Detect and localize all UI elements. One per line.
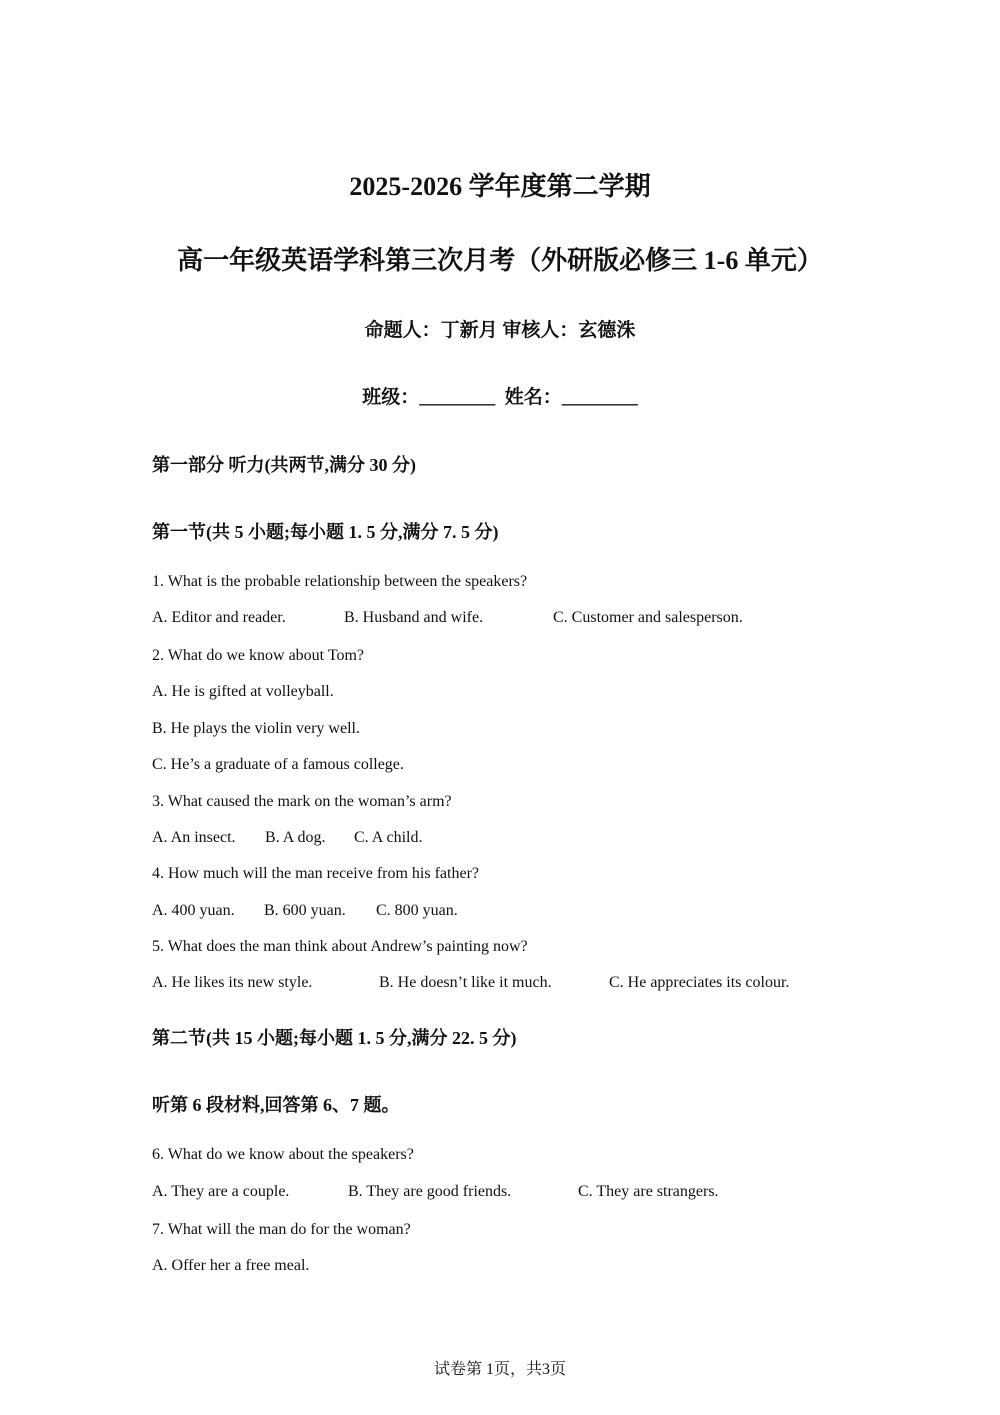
q5-options	[152, 974, 789, 992]
q3-options	[152, 829, 422, 847]
section2-heading: 第二节(共 15 小题;每小题 1. 5 分,满分 22. 5 分)	[152, 1028, 517, 1048]
q7-option-a: A. Offer her a free meal.	[152, 1257, 310, 1274]
q6-option-a: A. They are a couple.	[152, 1183, 290, 1200]
q3-stem: 3. What caused the mark on the woman’s arm?	[152, 793, 452, 810]
part1-heading: 第一部分 听力(共两节,满分 30 分)	[152, 455, 416, 475]
q3-option-c: C. A child.	[354, 829, 423, 846]
q3-option-a: A. An insect.	[152, 829, 236, 846]
q5-option-b: B. He doesn’t like it much.	[379, 974, 552, 991]
q4-option-b: B. 600 yuan.	[264, 902, 346, 919]
exam-title-line2: 高一年级英语学科第三次月考（外研版必修三 1-6 单元）	[177, 246, 823, 275]
q1-option-b: B. Husband and wife.	[344, 609, 484, 626]
q5-option-c: C. He appreciates its colour.	[609, 974, 790, 991]
q6-option-b: B. They are good friends.	[348, 1183, 512, 1200]
q2-option-b: B. He plays the violin very well.	[152, 720, 360, 737]
section2-sub-heading: 听第 6 段材料,回答第 6、7 题。	[152, 1095, 400, 1115]
q4-stem: 4. How much will the man receive from his father?	[152, 865, 479, 882]
q6-options	[152, 1183, 719, 1201]
q1-stem: 1. What is the probable relationship between the speakers?	[152, 573, 528, 590]
class-blank: ________	[419, 387, 496, 408]
authors-line: 命题人：丁新月 审核人：玄德洙	[364, 320, 636, 341]
q7-stem: 7. What will the man do for the woman?	[152, 1221, 411, 1238]
q2-option-c: C. He’s a graduate of a famous college.	[152, 756, 404, 773]
class-name-line	[0, 382, 1000, 409]
q4-option-c: C. 800 yuan.	[376, 902, 458, 919]
q4-option-a: A. 400 yuan.	[152, 902, 235, 919]
exam-title-line1: 2025-2026 学年度第二学期	[349, 172, 651, 201]
name-label: 姓名：	[504, 387, 562, 408]
q2-stem: 2. What do we know about Tom?	[152, 647, 365, 664]
page-footer: 试卷第 1页，共3页	[433, 1361, 566, 1378]
q2-option-a: A. He is gifted at volleyball.	[152, 683, 334, 700]
q1-options	[152, 609, 743, 627]
q3-option-b: B. A dog.	[265, 829, 326, 846]
q5-option-a: A. He likes its new style.	[152, 974, 313, 991]
q1-option-a: A. Editor and reader.	[152, 609, 286, 626]
q5-stem: 5. What does the man think about Andrew’s painting now?	[152, 938, 528, 955]
section1-heading: 第一节(共 5 小题;每小题 1. 5 分,满分 7. 5 分)	[152, 522, 499, 542]
q6-stem: 6. What do we know about the speakers?	[152, 1146, 414, 1163]
name-blank: ________	[561, 387, 638, 408]
q4-options	[152, 902, 458, 920]
q6-option-c: C. They are strangers.	[578, 1183, 719, 1200]
class-label: 班级：	[362, 387, 420, 408]
q1-option-c: C. Customer and salesperson.	[553, 609, 743, 626]
